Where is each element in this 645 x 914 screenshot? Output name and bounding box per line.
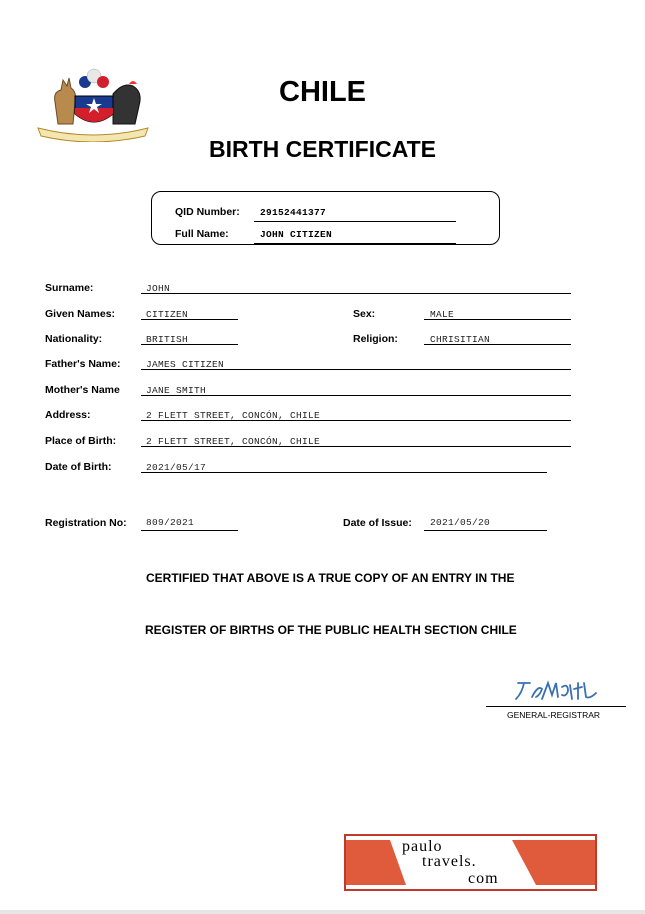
date-of-birth-value: 2021/05/17 bbox=[146, 462, 207, 473]
signature-role: GENERAL-REGISTRAR bbox=[507, 710, 601, 720]
qid-label: QID Number: bbox=[175, 206, 240, 218]
surname-label: Surname: bbox=[45, 282, 94, 294]
father-name-value: JAMES CITIZEN bbox=[146, 359, 225, 370]
address-value: 2 FLETT STREET, CONCÓN, CHILE bbox=[146, 410, 321, 421]
given-names-label: Given Names: bbox=[45, 308, 116, 320]
certification-line-1: CERTIFIED THAT ABOVE IS A TRUE COPY OF AN ENTRY IN THE bbox=[146, 571, 515, 585]
document-title: BIRTH CERTIFICATE bbox=[208, 136, 436, 162]
date-of-issue-underline bbox=[424, 530, 547, 531]
signature bbox=[512, 675, 602, 705]
father-name-label: Father's Name: bbox=[45, 358, 121, 370]
date-of-issue-label: Date of Issue: bbox=[343, 517, 412, 529]
signature-scribble-icon bbox=[512, 675, 602, 705]
religion-underline bbox=[424, 344, 571, 345]
country-title: CHILE bbox=[279, 76, 366, 108]
sex-label: Sex: bbox=[353, 308, 376, 320]
registration-no-label: Registration No: bbox=[45, 517, 127, 529]
signature-line bbox=[486, 706, 626, 707]
paulo-travels-watermark bbox=[344, 834, 597, 891]
date-of-birth-underline bbox=[141, 472, 547, 473]
surname-underline bbox=[141, 293, 571, 294]
father-name-underline bbox=[141, 369, 571, 370]
nationality-label: Nationality: bbox=[45, 333, 103, 345]
qid-underline bbox=[254, 221, 456, 222]
date-of-issue-value: 2021/05/20 bbox=[430, 517, 491, 528]
qid-value: 29152441377 bbox=[260, 207, 327, 218]
place-of-birth-value: 2 FLETT STREET, CONCÓN, CHILE bbox=[146, 436, 321, 447]
mother-name-label: Mother's Name bbox=[45, 384, 120, 396]
watermark-line-2: travels. bbox=[422, 853, 477, 870]
religion-value: CHRISITIAN bbox=[430, 334, 491, 345]
registration-no-value: 809/2021 bbox=[146, 517, 195, 528]
date-of-birth-label: Date of Birth: bbox=[45, 461, 112, 473]
given-names-underline bbox=[141, 319, 238, 320]
fullname-value: JOHN CITIZEN bbox=[260, 229, 333, 240]
sex-value: MALE bbox=[430, 309, 455, 320]
fullname-label: Full Name: bbox=[175, 228, 229, 240]
surname-value: JOHN bbox=[146, 283, 171, 294]
fullname-underline bbox=[254, 243, 456, 244]
religion-label: Religion: bbox=[353, 333, 398, 345]
sex-underline bbox=[424, 319, 571, 320]
given-names-value: CITIZEN bbox=[146, 309, 189, 320]
address-label: Address: bbox=[45, 409, 91, 421]
mother-name-value: JANE SMITH bbox=[146, 385, 207, 396]
nationality-value: BRITISH bbox=[146, 334, 189, 345]
page-bottom-edge bbox=[0, 910, 645, 914]
watermark-line-1: paulo bbox=[402, 838, 443, 855]
place-of-birth-label: Place of Birth: bbox=[45, 435, 117, 447]
nationality-underline bbox=[141, 344, 238, 345]
mother-name-underline bbox=[141, 395, 571, 396]
address-underline bbox=[141, 420, 571, 421]
place-of-birth-underline bbox=[141, 446, 571, 447]
registration-no-underline bbox=[141, 530, 238, 531]
watermark-line-3: com bbox=[468, 870, 499, 887]
certification-line-2: REGISTER OF BIRTHS OF THE PUBLIC HEALTH SECTION CHILE bbox=[145, 623, 517, 637]
